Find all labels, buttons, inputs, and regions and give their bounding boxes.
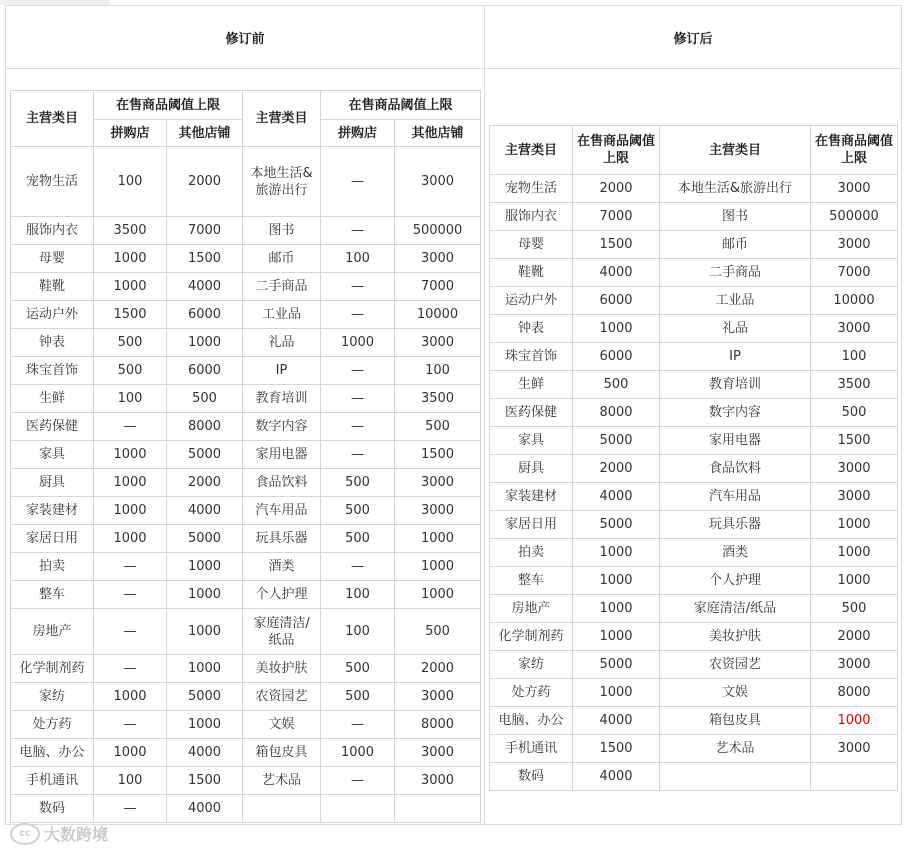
- table-cell: 房地产: [11, 609, 94, 655]
- table-cell: 电脑、办公: [490, 707, 573, 735]
- table-cell: 家居日用: [490, 511, 573, 539]
- table-cell: 2000: [811, 623, 898, 651]
- table-cell: 汽车用品: [243, 497, 321, 525]
- table-cell: —: [321, 553, 395, 581]
- table-row: [11, 469, 481, 497]
- table-row: [490, 539, 898, 567]
- table-cell: 酒类: [243, 553, 321, 581]
- table-cell: 1000: [167, 553, 243, 581]
- table-cell: —: [94, 413, 167, 441]
- table-row: [490, 371, 898, 399]
- table-cell: 7000: [395, 273, 481, 301]
- table-cell: 7000: [811, 259, 898, 287]
- table-cell: 家庭清洁/纸品: [660, 595, 811, 623]
- table-row: [490, 315, 898, 343]
- table-cell: 6000: [167, 301, 243, 329]
- table-cell: 美妆护肤: [243, 655, 321, 683]
- table-cell: 3000: [811, 483, 898, 511]
- table-cell: 500000: [395, 217, 481, 245]
- table-row: [490, 511, 898, 539]
- table-cell: 1000: [94, 739, 167, 767]
- table-cell: 教育培训: [243, 385, 321, 413]
- table-row: [11, 301, 481, 329]
- table-cell: 500: [573, 371, 660, 399]
- before-col-threshold-2: 在售商品阈值上限: [321, 91, 481, 120]
- table-cell: 家庭清洁/纸品: [243, 609, 321, 655]
- after-table: [489, 125, 898, 791]
- table-cell: 3000: [395, 147, 481, 217]
- table-row: [490, 763, 898, 791]
- table-cell: [660, 763, 811, 791]
- table-cell: 10000: [811, 287, 898, 315]
- table-cell: 处方药: [11, 711, 94, 739]
- table-row: [490, 567, 898, 595]
- table-cell: —: [321, 217, 395, 245]
- table-cell: 4000: [573, 763, 660, 791]
- table-cell: 数码: [490, 763, 573, 791]
- table-cell: 500: [395, 609, 481, 655]
- table-cell: 100: [321, 609, 395, 655]
- table-row: [490, 483, 898, 511]
- table-cell: 5000: [167, 525, 243, 553]
- table-cell: 7000: [167, 217, 243, 245]
- table-cell: 500: [321, 655, 395, 683]
- table-cell: 食品饮料: [660, 455, 811, 483]
- table-cell: —: [94, 581, 167, 609]
- table-cell: —: [94, 711, 167, 739]
- table-cell: 农资园艺: [243, 683, 321, 711]
- table-cell: 1500: [573, 735, 660, 763]
- table-cell: 家纺: [11, 683, 94, 711]
- watermark-text: 大数跨境: [44, 825, 109, 844]
- table-cell: 3000: [395, 739, 481, 767]
- table-cell: 2000: [573, 175, 660, 203]
- table-cell: 1000: [573, 567, 660, 595]
- table-cell: 5000: [573, 511, 660, 539]
- table-cell: 厨具: [490, 455, 573, 483]
- table-row: [11, 795, 481, 823]
- table-cell: 母婴: [11, 245, 94, 273]
- table-cell: 1000: [573, 595, 660, 623]
- table-row: [11, 441, 481, 469]
- table-cell: 图书: [660, 203, 811, 231]
- table-cell: 1000: [167, 581, 243, 609]
- before-table: [10, 90, 481, 823]
- table-cell: 化学制剂药: [490, 623, 573, 651]
- table-row: [490, 399, 898, 427]
- table-cell: 文娱: [660, 679, 811, 707]
- table-cell: 处方药: [490, 679, 573, 707]
- table-cell: 本地生活&旅游出行: [243, 147, 321, 217]
- table-cell: 1000: [94, 525, 167, 553]
- table-row: [11, 497, 481, 525]
- table-cell: 图书: [243, 217, 321, 245]
- before-col-pin-1: 拼购店: [94, 120, 167, 147]
- table-cell: 500: [94, 357, 167, 385]
- table-cell: 钟表: [490, 315, 573, 343]
- table-row: [11, 273, 481, 301]
- table-cell: 1500: [573, 231, 660, 259]
- table-cell: 1000: [94, 245, 167, 273]
- table-cell: 3000: [811, 455, 898, 483]
- table-cell: 1500: [94, 301, 167, 329]
- table-cell: 1000: [811, 567, 898, 595]
- table-cell: 数字内容: [660, 399, 811, 427]
- table-cell: 艺术品: [243, 767, 321, 795]
- table-cell: 个人护理: [660, 567, 811, 595]
- table-row: [11, 217, 481, 245]
- table-cell: 整车: [11, 581, 94, 609]
- table-cell: 8000: [573, 399, 660, 427]
- table-cell: 2000: [167, 469, 243, 497]
- table-row: [11, 147, 481, 217]
- table-cell: 运动户外: [490, 287, 573, 315]
- table-cell: 农资园艺: [660, 651, 811, 679]
- table-cell: 100: [94, 385, 167, 413]
- table-cell: 5000: [167, 441, 243, 469]
- table-row: [11, 655, 481, 683]
- table-cell: 教育培训: [660, 371, 811, 399]
- table-cell: 4000: [167, 795, 243, 823]
- table-cell: 化学制剂药: [11, 655, 94, 683]
- table-cell: 3000: [811, 231, 898, 259]
- table-row: [490, 175, 898, 203]
- table-cell: 宠物生活: [490, 175, 573, 203]
- table-cell: 3000: [811, 175, 898, 203]
- table-cell: 3000: [811, 735, 898, 763]
- table-cell: 家纺: [490, 651, 573, 679]
- table-cell: 二手商品: [660, 259, 811, 287]
- header-before: 修订前: [5, 5, 485, 69]
- table-cell: 工业品: [243, 301, 321, 329]
- table-row: [490, 679, 898, 707]
- table-cell: 4000: [167, 497, 243, 525]
- table-cell: 手机通讯: [490, 735, 573, 763]
- table-row: [11, 385, 481, 413]
- table-cell: 邮币: [660, 231, 811, 259]
- table-cell: —: [94, 609, 167, 655]
- table-cell: 厨具: [11, 469, 94, 497]
- table-cell: 1000: [94, 469, 167, 497]
- table-cell: —: [94, 655, 167, 683]
- table-row: [490, 427, 898, 455]
- table-cell: 生鲜: [490, 371, 573, 399]
- table-cell: 1000: [811, 539, 898, 567]
- table-cell: 本地生活&旅游出行: [660, 175, 811, 203]
- table-cell: 工业品: [660, 287, 811, 315]
- table-cell: 箱包皮具: [243, 739, 321, 767]
- before-col-other-2: 其他店铺: [395, 120, 481, 147]
- table-cell: 家具: [11, 441, 94, 469]
- before-col-category-2: 主营类目: [243, 91, 321, 147]
- table-cell: 2000: [395, 655, 481, 683]
- table-cell: 酒类: [660, 539, 811, 567]
- table-cell: 拍卖: [490, 539, 573, 567]
- table-cell: 4000: [573, 707, 660, 735]
- table-cell: 房地产: [490, 595, 573, 623]
- table-cell: 1000: [395, 525, 481, 553]
- table-cell: 宠物生活: [11, 147, 94, 217]
- after-col-category-2: 主营类目: [660, 126, 811, 175]
- table-row: [11, 553, 481, 581]
- table-cell: 服饰内衣: [11, 217, 94, 245]
- table-cell: 3500: [94, 217, 167, 245]
- table-cell: 1000: [811, 707, 898, 735]
- table-cell: 医药保健: [490, 399, 573, 427]
- table-cell: 4000: [167, 273, 243, 301]
- table-cell: 5000: [573, 651, 660, 679]
- table-cell: 家用电器: [243, 441, 321, 469]
- table-cell: 3000: [395, 767, 481, 795]
- table-cell: 家用电器: [660, 427, 811, 455]
- table-cell: —: [321, 385, 395, 413]
- table-cell: IP: [660, 343, 811, 371]
- table-cell: —: [321, 767, 395, 795]
- table-cell: 数码: [11, 795, 94, 823]
- table-cell: —: [321, 357, 395, 385]
- table-cell: 运动户外: [11, 301, 94, 329]
- table-cell: 玩具乐器: [243, 525, 321, 553]
- before-col-other-1: 其他店铺: [167, 120, 243, 147]
- cc-logo-icon: cc: [10, 823, 40, 845]
- table-cell: 3000: [395, 497, 481, 525]
- table-cell: [321, 795, 395, 823]
- table-cell: 1000: [395, 553, 481, 581]
- table-cell: 箱包皮具: [660, 707, 811, 735]
- table-cell: 500: [321, 683, 395, 711]
- table-cell: 1000: [94, 273, 167, 301]
- table-cell: 1000: [395, 581, 481, 609]
- table-cell: 1000: [811, 511, 898, 539]
- before-col-pin-2: 拼购店: [321, 120, 395, 147]
- table-cell: 1000: [94, 441, 167, 469]
- table-cell: 个人护理: [243, 581, 321, 609]
- after-col-category-1: 主营类目: [490, 126, 573, 175]
- table-cell: 鞋靴: [490, 259, 573, 287]
- table-row: [490, 259, 898, 287]
- table-row: [11, 525, 481, 553]
- table-cell: 二手商品: [243, 273, 321, 301]
- header-after: 修订后: [484, 5, 902, 69]
- before-col-category-1: 主营类目: [11, 91, 94, 147]
- table-row: [11, 683, 481, 711]
- table-cell: —: [321, 413, 395, 441]
- table-row: [490, 203, 898, 231]
- table-cell: —: [321, 441, 395, 469]
- table-cell: 6000: [573, 287, 660, 315]
- table-cell: —: [94, 795, 167, 823]
- table-cell: 8000: [395, 711, 481, 739]
- table-cell: —: [94, 553, 167, 581]
- table-cell: 1500: [811, 427, 898, 455]
- table-cell: 5000: [573, 427, 660, 455]
- table-cell: 8000: [811, 679, 898, 707]
- table-row: [11, 581, 481, 609]
- after-col-threshold-1: 在售商品阈值上限: [573, 126, 660, 175]
- table-cell: 6000: [167, 357, 243, 385]
- table-cell: 家装建材: [11, 497, 94, 525]
- table-cell: 母婴: [490, 231, 573, 259]
- table-cell: 汽车用品: [660, 483, 811, 511]
- table-cell: 1000: [94, 497, 167, 525]
- table-row: [11, 609, 481, 655]
- table-cell: 文娱: [243, 711, 321, 739]
- table-cell: 珠宝首饰: [490, 343, 573, 371]
- table-cell: 1500: [167, 245, 243, 273]
- table-cell: 100: [94, 147, 167, 217]
- table-cell: 钟表: [11, 329, 94, 357]
- table-row: [11, 329, 481, 357]
- table-cell: 4000: [573, 483, 660, 511]
- table-cell: 礼品: [243, 329, 321, 357]
- table-row: [11, 711, 481, 739]
- table-cell: [811, 763, 898, 791]
- table-row: [11, 767, 481, 795]
- table-cell: 1000: [573, 623, 660, 651]
- table-cell: 拍卖: [11, 553, 94, 581]
- table-cell: 家具: [490, 427, 573, 455]
- table-cell: 3000: [811, 315, 898, 343]
- table-cell: —: [321, 147, 395, 217]
- table-cell: 4000: [573, 259, 660, 287]
- table-row: [11, 357, 481, 385]
- table-row: [490, 343, 898, 371]
- table-cell: 100: [395, 357, 481, 385]
- table-cell: 2000: [167, 147, 243, 217]
- table-cell: 1000: [573, 679, 660, 707]
- table-cell: 1000: [167, 655, 243, 683]
- table-cell: 1000: [167, 329, 243, 357]
- table-row: [490, 651, 898, 679]
- table-row: [490, 735, 898, 763]
- table-cell: IP: [243, 357, 321, 385]
- table-row: [490, 231, 898, 259]
- table-cell: 3500: [811, 371, 898, 399]
- table-cell: [395, 795, 481, 823]
- table-row: [490, 623, 898, 651]
- table-row: [490, 707, 898, 735]
- table-cell: 100: [321, 245, 395, 273]
- table-cell: 3500: [395, 385, 481, 413]
- table-cell: —: [321, 301, 395, 329]
- table-cell: 8000: [167, 413, 243, 441]
- table-cell: 500: [811, 595, 898, 623]
- table-cell: 食品饮料: [243, 469, 321, 497]
- table-cell: —: [321, 711, 395, 739]
- table-cell: 500: [321, 469, 395, 497]
- table-cell: 3000: [395, 469, 481, 497]
- table-cell: 鞋靴: [11, 273, 94, 301]
- table-cell: 艺术品: [660, 735, 811, 763]
- table-row: [11, 413, 481, 441]
- table-cell: [243, 795, 321, 823]
- table-cell: 家装建材: [490, 483, 573, 511]
- before-col-threshold-1: 在售商品阈值上限: [94, 91, 243, 120]
- table-cell: 500: [811, 399, 898, 427]
- table-cell: 礼品: [660, 315, 811, 343]
- table-cell: 1000: [321, 329, 395, 357]
- table-cell: 6000: [573, 343, 660, 371]
- table-cell: 100: [811, 343, 898, 371]
- table-cell: 100: [94, 767, 167, 795]
- table-cell: 500: [94, 329, 167, 357]
- table-cell: 1500: [167, 767, 243, 795]
- table-row: [11, 245, 481, 273]
- table-cell: 数字内容: [243, 413, 321, 441]
- table-cell: 生鲜: [11, 385, 94, 413]
- table-cell: 1000: [321, 739, 395, 767]
- table-cell: 2000: [573, 455, 660, 483]
- table-row: [490, 595, 898, 623]
- table-cell: 7000: [573, 203, 660, 231]
- table-cell: 美妆护肤: [660, 623, 811, 651]
- table-cell: 服饰内衣: [490, 203, 573, 231]
- table-cell: —: [321, 273, 395, 301]
- table-cell: 1000: [573, 539, 660, 567]
- table-cell: 3000: [395, 329, 481, 357]
- table-row: [490, 455, 898, 483]
- table-cell: 1500: [395, 441, 481, 469]
- table-cell: 500: [321, 525, 395, 553]
- table-cell: 邮币: [243, 245, 321, 273]
- table-cell: 500: [321, 497, 395, 525]
- table-cell: 3000: [395, 683, 481, 711]
- table-cell: 玩具乐器: [660, 511, 811, 539]
- table-cell: 1000: [94, 683, 167, 711]
- table-cell: 医药保健: [11, 413, 94, 441]
- table-cell: 电脑、办公: [11, 739, 94, 767]
- table-cell: 整车: [490, 567, 573, 595]
- table-cell: 家居日用: [11, 525, 94, 553]
- table-cell: 10000: [395, 301, 481, 329]
- table-cell: 5000: [167, 683, 243, 711]
- table-cell: 1000: [167, 609, 243, 655]
- table-cell: 500: [395, 413, 481, 441]
- after-col-threshold-2: 在售商品阈值上限: [811, 126, 898, 175]
- table-cell: 1000: [573, 315, 660, 343]
- watermark: [10, 822, 108, 845]
- table-cell: 1000: [167, 711, 243, 739]
- table-row: [11, 739, 481, 767]
- table-cell: 500000: [811, 203, 898, 231]
- table-cell: 手机通讯: [11, 767, 94, 795]
- table-row: [490, 287, 898, 315]
- table-cell: 3000: [811, 651, 898, 679]
- table-cell: 100: [321, 581, 395, 609]
- table-cell: 4000: [167, 739, 243, 767]
- table-cell: 500: [167, 385, 243, 413]
- table-cell: 珠宝首饰: [11, 357, 94, 385]
- table-cell: 3000: [395, 245, 481, 273]
